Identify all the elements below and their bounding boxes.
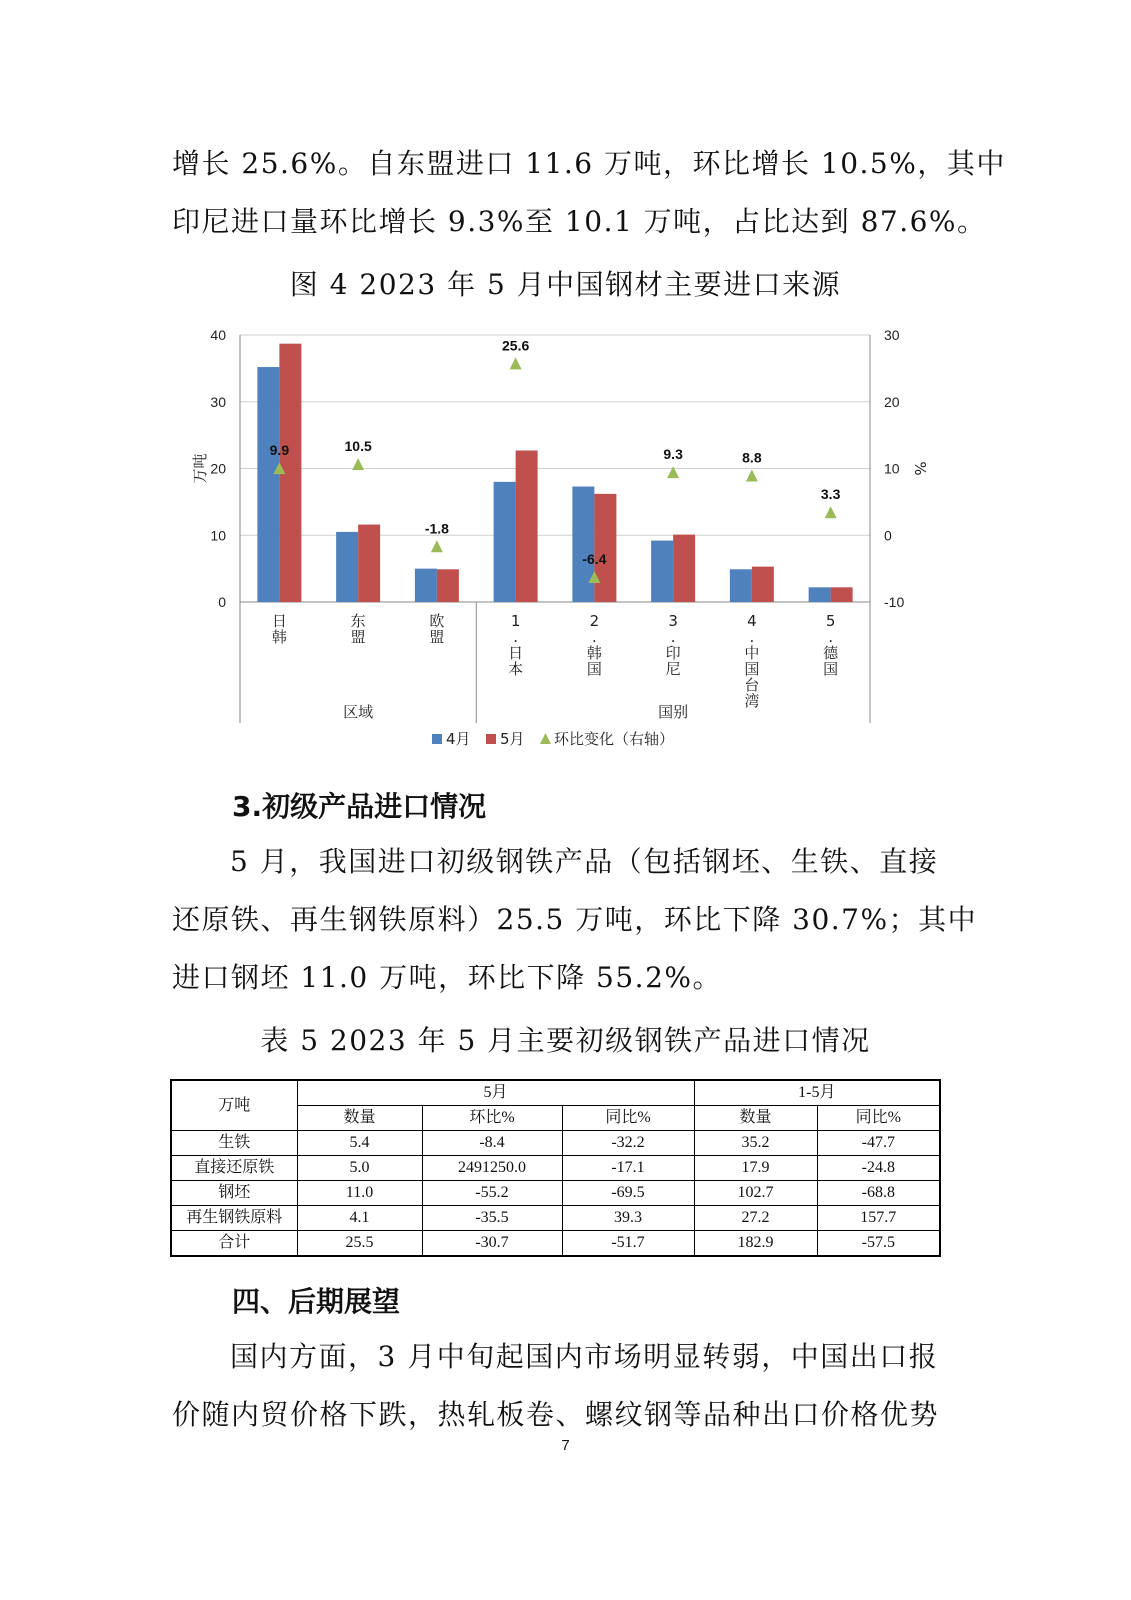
category-label: 4 .中国台湾: [744, 612, 760, 710]
table-row: [171, 1131, 940, 1156]
table-cell: -17.1: [562, 1156, 694, 1181]
table-cell: -69.5: [562, 1181, 694, 1206]
group-header-may: 5月: [297, 1080, 694, 1106]
mom-change-label: -6.4: [582, 550, 607, 567]
bar-may: [752, 567, 774, 602]
bar-april: [257, 367, 279, 602]
section-3-heading: 3.初级产品进口情况: [232, 790, 487, 823]
table-cell: -24.8: [817, 1156, 940, 1181]
category-label: 日韩: [271, 612, 287, 646]
group-header-jan-may: 1-5月: [694, 1080, 940, 1106]
table-cell: -57.5: [817, 1231, 940, 1257]
bar-april: [730, 569, 752, 602]
table-cell: 35.2: [694, 1131, 817, 1156]
primary-products-import-table: [170, 1079, 941, 1257]
mom-change-label: 25.6: [502, 337, 530, 354]
mom-change-label: -1.8: [424, 520, 449, 537]
bar-may: [358, 525, 380, 602]
table-cell: -30.7: [422, 1231, 562, 1257]
legend-swatch: [432, 734, 442, 744]
bar-may: [673, 535, 695, 602]
category-label: 2 .韩国: [586, 612, 602, 678]
table-cell: 2491250.0: [422, 1156, 562, 1181]
right-axis-tick-label: 10: [884, 460, 900, 477]
bar-april: [336, 532, 358, 602]
bar-may: [437, 569, 459, 602]
right-axis-tick-label: 0: [884, 527, 892, 544]
bar-may: [516, 450, 538, 602]
table-cell: 25.5: [297, 1231, 422, 1257]
legend-swatch: [540, 733, 551, 744]
mom-change-marker: [352, 458, 364, 470]
table-row: [171, 1181, 940, 1206]
legend-label: 4月: [446, 730, 471, 748]
category-label: 3 .印尼: [665, 612, 681, 678]
bar-april: [809, 587, 831, 602]
bar-april: [572, 487, 594, 602]
table-cell: -51.7: [562, 1231, 694, 1257]
right-axis-tick-label: -10: [884, 594, 905, 610]
category-label: 1 .日本: [508, 612, 524, 678]
subheader-cell: 同比%: [562, 1106, 694, 1131]
paragraph-line-5: 进口钢坯 11.0 万吨，环比下降 55.2%。: [172, 961, 722, 994]
row-label: 钢坯: [171, 1181, 297, 1206]
table-cell: 102.7: [694, 1181, 817, 1206]
legend-label: 环比变化（右轴）: [554, 730, 675, 748]
mom-change-marker: [825, 506, 837, 518]
table-cell: 11.0: [297, 1181, 422, 1206]
mom-change-marker: [510, 357, 522, 369]
left-axis-tick-label: 10: [210, 527, 226, 544]
table-cell: 17.9: [694, 1156, 817, 1181]
right-axis-title: %: [911, 461, 929, 476]
left-axis-tick-label: 20: [210, 460, 226, 477]
left-axis-tick-label: 30: [210, 393, 226, 410]
left-axis-tick-label: 40: [210, 327, 226, 343]
group-label: 区域: [343, 703, 374, 721]
table-caption: 表 5 2023 年 5 月主要初级钢铁产品进口情况: [260, 1024, 871, 1057]
category-label: 东盟: [350, 612, 366, 646]
table-cell: 5.0: [297, 1156, 422, 1181]
bar-april: [415, 569, 437, 602]
bar-april: [651, 541, 673, 602]
page-number: 7: [561, 1437, 570, 1454]
left-axis-title: 万吨: [191, 453, 209, 484]
mom-change-label: 9.3: [663, 446, 683, 463]
table-cell: -35.5: [422, 1206, 562, 1231]
table-row: [171, 1206, 940, 1231]
table-cell: 39.3: [562, 1206, 694, 1231]
row-label: 生铁: [171, 1131, 297, 1156]
table-cell: -8.4: [422, 1131, 562, 1156]
paragraph-line-1: 增长 25.6%。自东盟进口 11.6 万吨，环比增长 10.5%，其中: [172, 147, 1006, 180]
bar-april: [494, 482, 516, 602]
import-sources-chart: [180, 318, 929, 758]
table-cell: -68.8: [817, 1181, 940, 1206]
section-4-heading: 四、后期展望: [232, 1285, 401, 1318]
table-corner-cell: 万吨: [171, 1080, 297, 1131]
table-cell: 182.9: [694, 1231, 817, 1257]
table-cell: -32.2: [562, 1131, 694, 1156]
paragraph-line-6: 国内方面，3 月中旬起国内市场明显转弱，中国出口报: [230, 1340, 939, 1373]
category-label: 5 .德国: [823, 612, 839, 678]
table-row: [171, 1156, 940, 1181]
table-cell: 27.2: [694, 1206, 817, 1231]
mom-change-label: 3.3: [820, 486, 841, 503]
row-label: 再生钢铁原料: [171, 1206, 297, 1231]
mom-change-label: 9.9: [269, 442, 290, 459]
category-label: 欧盟: [429, 612, 445, 646]
right-axis-tick-label: 20: [884, 393, 900, 410]
mom-change-marker: [746, 470, 758, 482]
mom-change-label: 10.5: [344, 438, 372, 455]
table-cell: 157.7: [817, 1206, 940, 1231]
paragraph-line-7: 价随内贸价格下跌，热轧板卷、螺纹钢等品种出口价格优势: [172, 1398, 940, 1431]
paragraph-line-4: 还原铁、再生钢铁原料）25.5 万吨，环比下降 30.7%；其中: [172, 903, 978, 936]
group-label: 国别: [658, 703, 689, 721]
paragraph-line-3: 5 月，我国进口初级钢铁产品（包括钢坯、生铁、直接: [230, 845, 939, 878]
left-axis-tick-label: 0: [218, 594, 226, 610]
subheader-cell: 数量: [297, 1106, 422, 1131]
table-row: [171, 1231, 940, 1257]
figure-caption: 图 4 2023 年 5 月中国钢材主要进口来源: [289, 268, 842, 301]
mom-change-marker: [431, 540, 443, 552]
subheader-cell: 数量: [694, 1106, 817, 1131]
table-cell: -55.2: [422, 1181, 562, 1206]
subheader-cell: 同比%: [817, 1106, 940, 1131]
row-label: 合计: [171, 1231, 297, 1257]
right-axis-tick-label: 30: [884, 327, 900, 343]
legend-label: 5月: [500, 730, 525, 748]
bar-may: [831, 587, 853, 602]
subheader-cell: 环比%: [422, 1106, 562, 1131]
table-cell: 5.4: [297, 1131, 422, 1156]
mom-change-marker: [667, 466, 679, 478]
table-cell: 4.1: [297, 1206, 422, 1231]
table-cell: -47.7: [817, 1131, 940, 1156]
legend-swatch: [486, 734, 496, 744]
bar-may: [594, 494, 616, 602]
row-label: 直接还原铁: [171, 1156, 297, 1181]
paragraph-line-2: 印尼进口量环比增长 9.3%至 10.1 万吨，占比达到 87.6%。: [172, 205, 987, 238]
table-header-row: [171, 1080, 940, 1106]
mom-change-label: 8.8: [742, 449, 762, 466]
